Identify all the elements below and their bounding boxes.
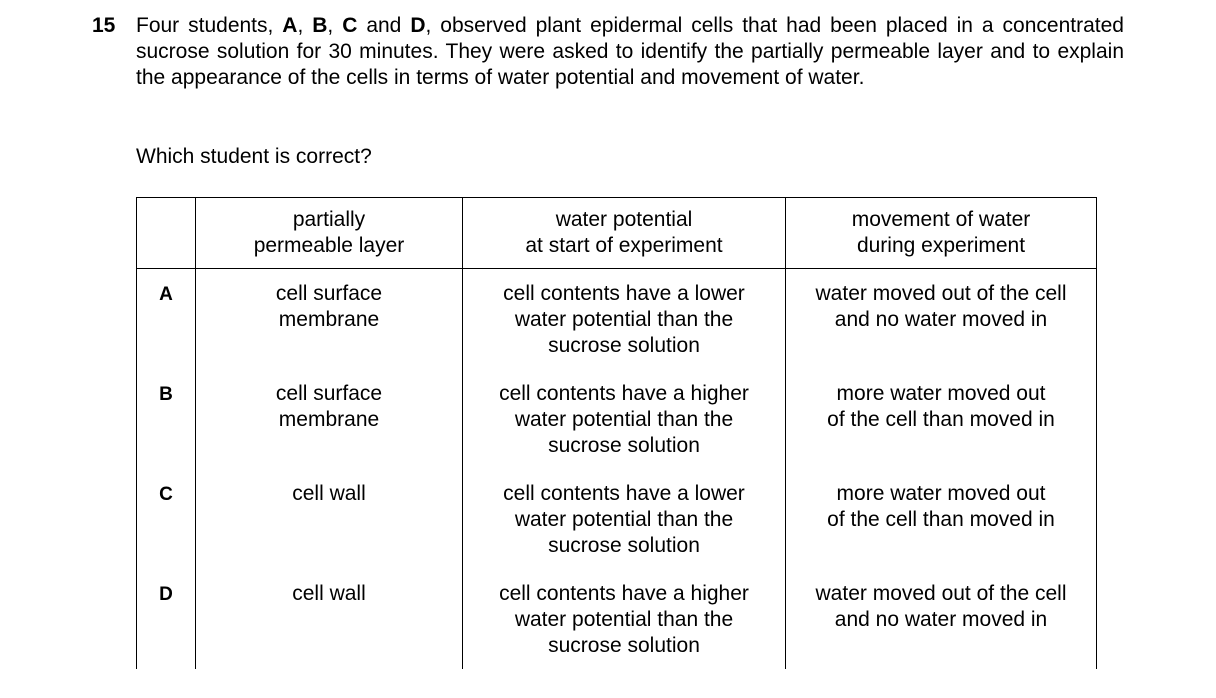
question-number: 15 xyxy=(92,14,116,37)
cell-text: sucrose solution xyxy=(548,634,700,657)
cell-text: water potential than the xyxy=(514,508,734,531)
question-text-part: , xyxy=(327,14,343,37)
header-text: water potential xyxy=(555,208,693,231)
cell-text: of the cell than moved in xyxy=(827,408,1055,431)
table-header-row xyxy=(137,198,1097,269)
cell-text: of the cell than moved in xyxy=(827,508,1055,531)
cell-text: sucrose solution xyxy=(548,434,700,457)
cell-text: water moved out of the cell xyxy=(815,282,1067,305)
movement-cell xyxy=(786,481,1097,581)
cell-text: water potential than the xyxy=(514,408,734,431)
header-text: permeable layer xyxy=(253,234,405,257)
cell-text: sucrose solution xyxy=(548,534,700,557)
option-cell xyxy=(137,381,196,481)
option-cell xyxy=(137,581,196,669)
cell-text: water potential than the xyxy=(514,308,734,331)
option-cell xyxy=(137,481,196,581)
question-text-part: , observed plant epidermal cells that had been placed in a concentrated sucrose solution for 30 minutes. They were asked to identify the partially permeable layer and to explain the appearance of the cells in terms of water potential and movement of water. xyxy=(136,14,1124,89)
cell-text: water potential than the xyxy=(514,608,734,631)
water-potential-cell xyxy=(463,481,786,581)
question-text-part: and xyxy=(357,14,411,37)
cell-text: cell contents have a lower xyxy=(503,282,745,305)
question-text-part: Four students, xyxy=(136,14,283,37)
table-row xyxy=(137,581,1097,669)
movement-cell xyxy=(786,381,1097,481)
water-potential-cell xyxy=(463,381,786,481)
cell-text: cell surface xyxy=(275,382,383,405)
table-row xyxy=(137,381,1097,481)
student-label-d: D xyxy=(410,14,426,37)
cell-text: cell contents have a higher xyxy=(499,582,749,605)
header-text: movement of water xyxy=(851,208,1031,231)
cell-text: cell contents have a higher xyxy=(499,382,749,405)
header-movement xyxy=(786,198,1097,269)
cell-text: membrane xyxy=(278,408,380,431)
option-letter: A xyxy=(159,284,173,305)
option-letter: B xyxy=(159,384,173,405)
answer-table xyxy=(136,197,1097,669)
header-text: during experiment xyxy=(856,234,1026,257)
option-letter: D xyxy=(159,584,173,605)
cell-text: and no water moved in xyxy=(834,308,1048,331)
cell-text: and no water moved in xyxy=(834,608,1048,631)
option-letter: C xyxy=(159,484,173,505)
header-text: at start of experiment xyxy=(525,234,723,257)
movement-cell xyxy=(786,581,1097,669)
table-row xyxy=(137,269,1097,382)
cell-text: cell contents have a lower xyxy=(503,482,745,505)
header-water-potential xyxy=(463,198,786,269)
layer-cell xyxy=(196,269,463,382)
student-label-a: A xyxy=(282,14,298,37)
cell-text: more water moved out xyxy=(836,482,1046,505)
cell-text: more water moved out xyxy=(836,382,1046,405)
question-text-part: , xyxy=(297,14,313,37)
student-label-c: C xyxy=(342,14,358,37)
header-layer xyxy=(196,198,463,269)
header-option xyxy=(137,198,196,269)
student-label-b: B xyxy=(312,14,328,37)
layer-cell xyxy=(196,481,463,581)
cell-text: cell surface xyxy=(275,282,383,305)
cell-text: membrane xyxy=(278,308,380,331)
question-text xyxy=(136,13,1124,91)
cell-text: cell wall xyxy=(292,582,366,605)
option-cell xyxy=(137,269,196,382)
header-text: partially xyxy=(292,208,366,231)
layer-cell xyxy=(196,581,463,669)
water-potential-cell xyxy=(463,269,786,382)
cell-text: water moved out of the cell xyxy=(815,582,1067,605)
table-row xyxy=(137,481,1097,581)
question-prompt: Which student is correct? xyxy=(136,145,372,168)
cell-text: cell wall xyxy=(292,482,366,505)
water-potential-cell xyxy=(463,581,786,669)
movement-cell xyxy=(786,269,1097,382)
layer-cell xyxy=(196,381,463,481)
cell-text: sucrose solution xyxy=(548,334,700,357)
